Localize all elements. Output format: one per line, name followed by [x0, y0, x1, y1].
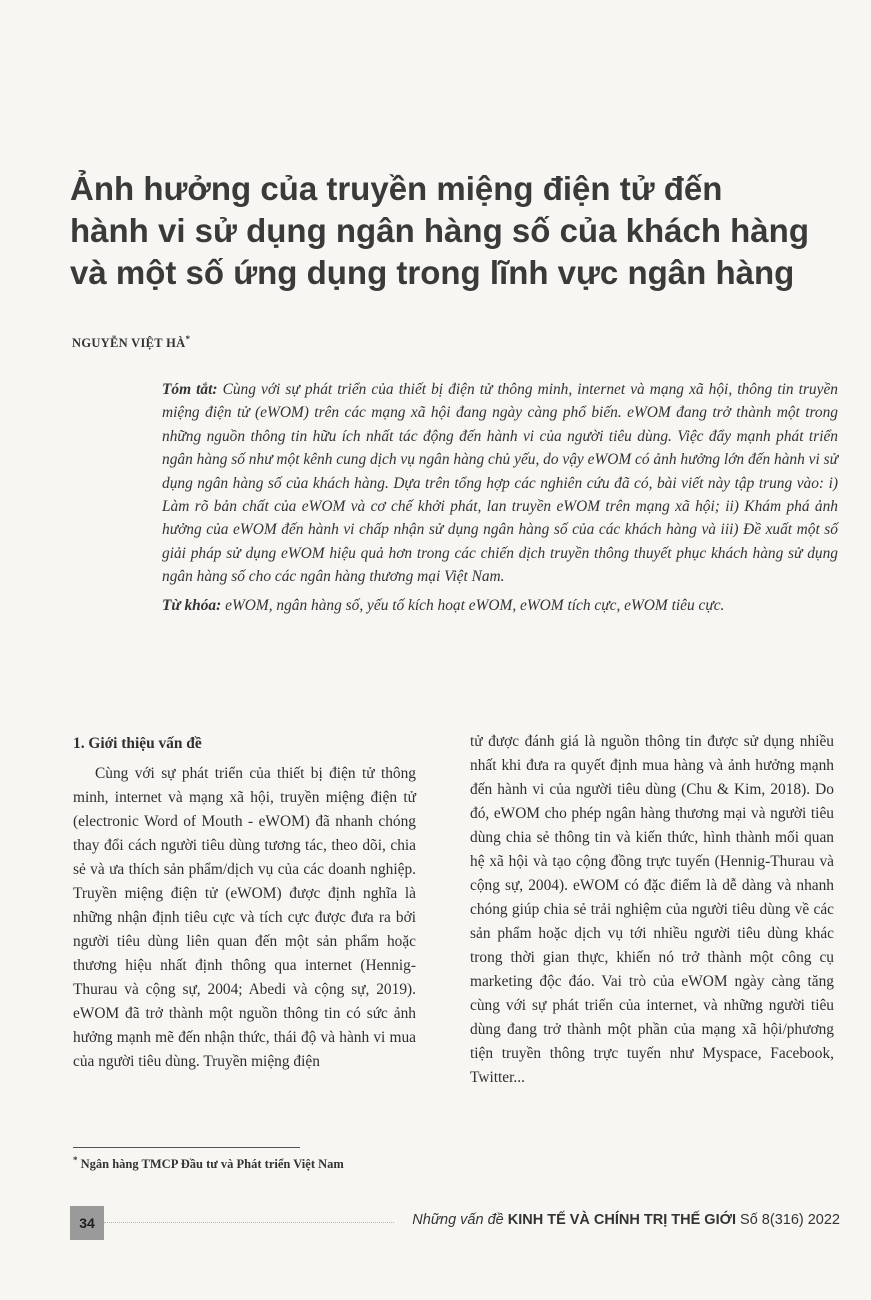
title-line: hành vi sử dụng ngân hàng số của khách hàng — [70, 212, 809, 249]
journal-title: KINH TẾ VÀ CHÍNH TRỊ THẾ GIỚI — [507, 1212, 736, 1228]
body-column-left — [73, 732, 416, 1074]
body-column-right — [470, 730, 834, 1090]
body-paragraph: tử được đánh giá là nguồn thông tin được sử dụng nhiều nhất khi đưa ra quyết định mua hàng và ảnh hưởng mạnh đến hành vi của người tiêu dùng (Chu & Kim, 2018). Do đó, eWOM cho phép ngân hàng thương mại và người tiêu dùng chia sẻ thông tin và kiến thức, hình thành mối quan hệ xã hội và tạo cộng đồng trực tuyến (Hennig-Thurau và cộng sự, 2004). eWOM có đặc điểm là dễ dàng và nhanh chóng giúp chia sẻ trải nghiệm của người tiêu dùng về các sản phẩm hoặc dịch vụ tới nhiều người tiêu dùng khác trong thời gian thực, khiến nó trở thành một công cụ marketing độc đáo. Vai trò của eWOM ngày càng tăng cùng với sự phát triển của internet, và những người tiêu dùng đang trở thành một phần của mạng xã hội/phương tiện truyền thông trực tuyến như Myspace, Facebook, Twitter... — [470, 733, 834, 1086]
abstract-label: Tóm tắt: — [162, 381, 218, 398]
footnote — [73, 1155, 344, 1172]
keywords-paragraph — [162, 594, 838, 617]
page-number: 34 — [70, 1206, 104, 1240]
journal-prefix: Những vấn đề — [412, 1212, 504, 1228]
section-heading: 1. Giới thiệu vấn đề — [73, 735, 202, 752]
author-footnote-mark: * — [185, 334, 191, 344]
footnote-mark: * — [73, 1155, 78, 1165]
journal-issue: Số 8(316) 2022 — [740, 1212, 840, 1228]
body-paragraph: Cùng với sự phát triển của thiết bị điện tử thông minh, internet và mạng xã hội, truyền miệng điện tử (electronic Word of Mouth - eWOM) đã nhanh chóng thay đổi cách người tiêu dùng tương tác, theo dõi, chia sẻ và ưa thích sản phẩm/dịch vụ của các doanh nghiệp. Truyền miệng điện tử (eWOM) được định nghĩa là những nhận định tiêu cực và tích cực được đưa ra bởi người tiêu dùng liên quan đến một sản phẩm hoặc thương hiệu nhất định thông qua internet (Hennig-Thurau và cộng sự, 2004; Abedi và cộng sự, 2019). eWOM đã trở thành một nguồn thông tin có sức ảnh hưởng mạnh mẽ đến nhận thức, thái độ và hành vi mua của người tiêu dùng. Truyền miệng điện — [73, 765, 416, 1070]
footnote-text: Ngân hàng TMCP Đầu tư và Phát triển Việt Nam — [80, 1157, 344, 1172]
journal-name — [412, 1212, 840, 1228]
author-name — [72, 334, 190, 351]
footnote-divider — [73, 1147, 300, 1148]
abstract-text: Cùng với sự phát triển của thiết bị điện tử thông minh, internet và mạng xã hội, thông tin truyền miệng điện tử (eWOM) trên các mạng xã hội đang ngày càng phổ biến. eWOM đang trở thành một trong những nguồn thông tin hữu ích nhất tác động đến hành vi của người tiêu dùng. Việc đẩy mạnh phát triển ngân hàng số như một kênh cung dịch vụ ngân hàng chủ yếu, do vậy eWOM có ảnh hưởng lớn đến hành vi sử dụng ngân hàng số của khách hàng. Dựa trên tổng hợp các nghiên cứu đã có, bài viết này tập trung vào: i) Làm rõ bản chất của eWOM và cơ chế khởi phát, lan truyền eWOM trên mạng xã hội; ii) Khám phá ảnh hưởng của eWOM đến hành vi chấp nhận sử dụng ngân hàng số của các khách hàng và iii) Đề xuất một số giải pháp sử dụng eWOM hiệu quả hơn trong các chiến dịch truyền thông thuyết phục khách hàng sử dụng ngân hàng số cho các ngân hàng thương mại Việt Nam. — [162, 381, 838, 586]
footer-divider — [104, 1222, 394, 1223]
page-footer — [70, 1206, 840, 1240]
title-line: và một số ứng dụng trong lĩnh vực ngân hàng — [70, 254, 795, 291]
author-text: NGUYỄN VIỆT HÀ — [72, 336, 186, 351]
keywords-text: eWOM, ngân hàng số, yếu tố kích hoạt eWOM, eWOM tích cực, eWOM tiêu cực. — [225, 596, 725, 614]
article-title — [70, 168, 860, 294]
keywords-label: Từ khóa: — [162, 596, 222, 614]
title-line: Ảnh hưởng của truyền miệng điện tử đến — [70, 170, 723, 207]
abstract-paragraph — [162, 378, 838, 589]
abstract — [162, 378, 838, 617]
